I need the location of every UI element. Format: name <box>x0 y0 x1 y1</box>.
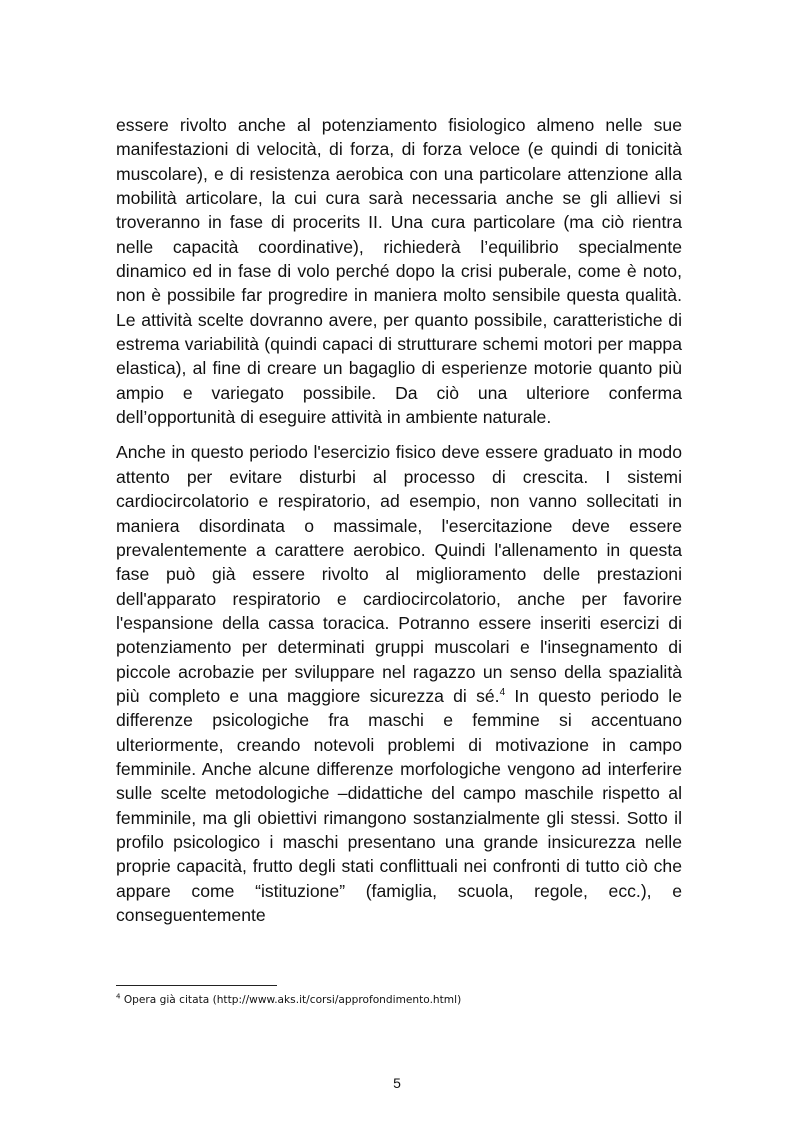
page-number: 5 <box>393 1075 401 1091</box>
footnote <box>116 992 682 1008</box>
footnote-text: Opera già citata (http://www.aks.it/corsi/approfondimento.html) <box>120 994 462 1006</box>
paragraph-2-text-end: In questo periodo le differenze psicologiche fra maschi e femmine si accentuano ulteriormente, creando notevoli problemi di motivazione in campo femminile. Anche alcune differenze morfologiche vengono ad interferire sulle scelte metodologiche –didattiche del campo maschile rispetto al femminile, ma gli obiettivi rimangono sostanzialmente gli stessi. Sotto il profilo psicologico i maschi presentano una grande insicurezza nelle proprie capacità, frutto degli stati conflittuali nei confronti di tutto ciò che appare come “istituzione” (famiglia, scuola, regole, ecc.), e conseguentemente <box>116 685 682 925</box>
paragraph-2 <box>116 440 682 927</box>
paragraph-2-text-start: Anche in questo periodo l'esercizio fisico deve essere graduato in modo attento per evitare disturbi al processo di crescita. I sistemi cardiocircolatorio e respiratorio, ad esempio, non vanno sollecitati in maniera disordinata o massimale, l'esercitazione deve essere prevalentemente a carattere aerobico. Quindi l'allenamento in questa fase può già essere rivolto al miglioramento delle prestazioni dell'apparato respiratorio e cardiocircolatorio, anche per favorire l'espansione della cassa toracica. Potranno essere inseriti esercizi di potenziamento per determinati gruppi muscolari e l'insegnamento di piccole acrobazie per sviluppare nel ragazzo un senso della spazialità più completo e una maggiore sicurezza di sé. <box>116 442 682 706</box>
body-text <box>116 113 682 927</box>
footnote-reference[interactable]: 4 <box>499 687 506 699</box>
footnote-number: 4 <box>116 992 121 1001</box>
paragraph-1: essere rivolto anche al potenziamento fisiologico almeno nelle sue manifestazioni di velocità, di forza, di forza veloce (e quindi di tonicità muscolare), e di resistenza aerobica con una particolare attenzione alla mobilità articolare, la cui cura sarà necessaria anche se gli allievi si troveranno in fase di procerits II. Una cura particolare (ma ciò rientra nelle capacità coordinative), richiederà l’equilibrio specialmente dinamico ed in fase di volo perché dopo la crisi puberale, come è noto, non è possibile far progredire in maniera molto sensibile questa qualità. Le attività scelte dovranno avere, per quanto possibile, caratteristiche di estrema variabilità (quindi capaci di strutturare schemi motori per mappa elastica), al fine di creare un bagaglio di esperienze motorie quanto più ampio e variegato possibile. Da ciò una ulteriore conferma dell’opportunità di eseguire attività in ambiente naturale. <box>116 115 682 428</box>
footnote-separator <box>116 985 277 986</box>
